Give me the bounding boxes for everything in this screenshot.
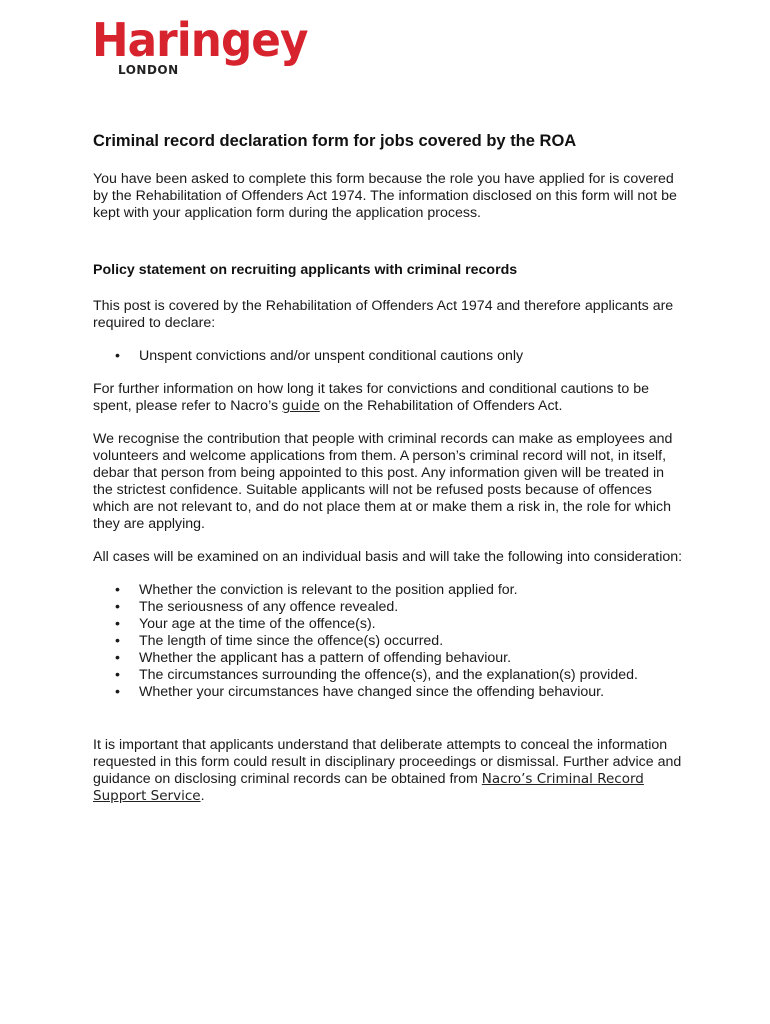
consideration-list	[93, 582, 683, 701]
list-item: • Unspent convictions and/or unspent conditional cautions only	[93, 348, 683, 365]
list-item: • Your age at the time of the offence(s).	[93, 616, 683, 633]
important-text-end: .	[200, 788, 205, 804]
document-body	[93, 131, 683, 821]
list-item: • The circumstances surrounding the offence(s), and the explanation(s) provided.	[93, 667, 683, 684]
policy-heading: Policy statement on recruiting applicants with criminal records	[93, 262, 518, 278]
list-item: • Whether the conviction is relevant to the position applied for.	[93, 582, 683, 599]
intro-paragraph: You have been asked to complete this form because the role you have applied for is covered by the Rehabilitation of Offenders Act 1974. The information disclosed on this form will not be kept with your application form during the application process.	[93, 171, 677, 221]
nacro-guide-link[interactable]: guide	[282, 398, 320, 414]
list-item: • The seriousness of any offence revealed.	[93, 599, 683, 616]
page-title: Criminal record declaration form for jobs covered by the ROA	[93, 132, 577, 150]
haringey-logo	[92, 12, 308, 82]
nacro-support-service-link[interactable]: Nacro’s Criminal Record Support Service	[93, 771, 644, 804]
further-info-text: For further information on how long it takes for convictions and conditional cautions to be spent, please refer to Nacro’s	[93, 381, 649, 414]
cases-paragraph: All cases will be examined on an individual basis and will take the following into consideration:	[93, 549, 683, 565]
further-info-paragraph	[93, 381, 683, 415]
logo-wordmark: Haringey	[92, 13, 308, 67]
recognise-paragraph: We recognise the contribution that people with criminal records can make as employees and volunteers and welcome applications from them. A person’s criminal record will not, in itself, debar that person from being appointed to this post. Any information given will be treated in the strictest confidence. Suitable applicants will not be refused posts because of offences which are not relevant to, and do not place them at or make them a risk in, the role for which they are applying.	[93, 431, 673, 532]
further-info-text-end: on the Rehabilitation of Offenders Act.	[319, 398, 563, 414]
list-item: • Whether your circumstances have changed since the offending behaviour.	[93, 684, 683, 701]
important-paragraph	[93, 737, 683, 805]
logo-subtext: LONDON	[118, 63, 179, 77]
important-text: It is important that applicants understand that deliberate attempts to conceal the information requested in this form could result in disciplinary proceedings or dismissal. Further advice and guidance on disclosing criminal records can be obtained from	[93, 737, 682, 787]
policy-paragraph: This post is covered by the Rehabilitation of Offenders Act 1974 and therefore applicants are required to declare:	[93, 298, 674, 331]
list-item: • Whether the applicant has a pattern of offending behaviour.	[93, 650, 683, 667]
declare-list	[93, 348, 683, 365]
list-item: • The length of time since the offence(s) occurred.	[93, 633, 683, 650]
